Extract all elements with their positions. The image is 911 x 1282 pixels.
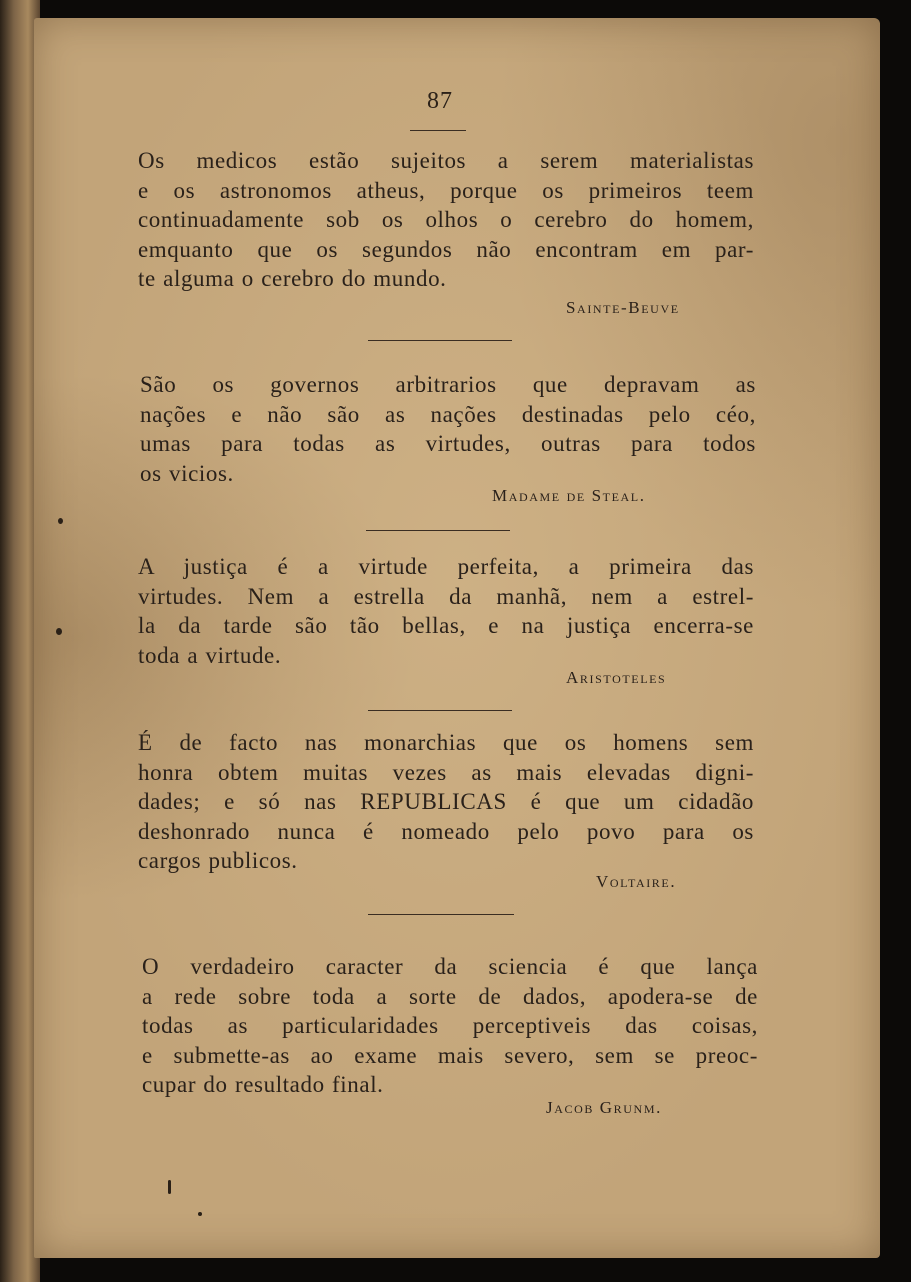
quote-line: umas para todas as virtudes, outras para todos [140, 431, 756, 456]
quote-line: deshonrado nunca é nomeado pelo povo para os [138, 818, 754, 844]
quote-author: Voltaire. [596, 872, 677, 891]
header-rule [410, 130, 466, 131]
quote-line: la da tarde são tão bellas, e na justiça encerra-se [138, 613, 754, 638]
quote-block [138, 552, 754, 670]
separator-rule [368, 914, 514, 915]
quote-block [138, 728, 754, 876]
quote-line: e submette-as ao exame mais severo, sem se preoc- [142, 1042, 758, 1068]
quote-line: nações e não são as nações destinadas pelo céo, [140, 401, 756, 427]
quote-block [142, 952, 758, 1100]
separator-rule [366, 530, 510, 531]
quote-line: É de facto nas monarchias que os homens sem [138, 730, 754, 755]
quote-block [138, 146, 754, 294]
ink-speck [58, 518, 63, 524]
quote-line: continuadamente sob os olhos o cerebro do homem, [138, 207, 754, 232]
quote-line: honra obtem muitas vezes as mais elevadas digni- [138, 759, 754, 785]
quote-author: Aristoteles [566, 668, 667, 687]
quote-line: Os medicos estão sujeitos a serem materialistas [138, 148, 754, 173]
quote-line: São os governos arbitrarios que depravam as [140, 372, 756, 397]
quote-line: virtudes. Nem a estrella da manhã, nem a estrel- [138, 583, 754, 609]
ink-speck [198, 1212, 202, 1216]
quote-author: Madame de Steal. [492, 486, 646, 505]
quote-line: a rede sobre toda a sorte de dados, apodera-se de [142, 983, 758, 1009]
quote-block [140, 370, 756, 488]
quote-line: O verdadeiro caracter da sciencia é que lança [142, 954, 758, 979]
separator-rule [368, 710, 512, 711]
page-number: 87 [427, 88, 453, 114]
quote-author: Jacob Grunm. [546, 1098, 662, 1117]
ink-speck [56, 628, 62, 635]
quote-author: Sainte-Beuve [566, 298, 680, 317]
separator-rule [368, 340, 512, 341]
quote-line: cupar do resultado final. [142, 1072, 384, 1097]
quote-line: A justiça é a virtude perfeita, a primeira das [138, 554, 754, 579]
quote-line: todas as particularidades perceptiveis das coisas, [142, 1013, 758, 1038]
quote-line: e os astronomos atheus, porque os primeiros teem [138, 177, 754, 203]
quote-line: toda a virtude. [138, 642, 282, 668]
quote-line: os vicios. [140, 460, 234, 486]
quote-line: te alguma o cerebro do mundo. [138, 266, 447, 291]
quote-line: dades; e só nas REPUBLICAS é que um cidadão [138, 789, 754, 814]
ink-speck [168, 1180, 171, 1194]
quote-line: cargos publicos. [138, 848, 298, 873]
quote-line: emquanto que os segundos não encontram em par- [138, 236, 754, 262]
